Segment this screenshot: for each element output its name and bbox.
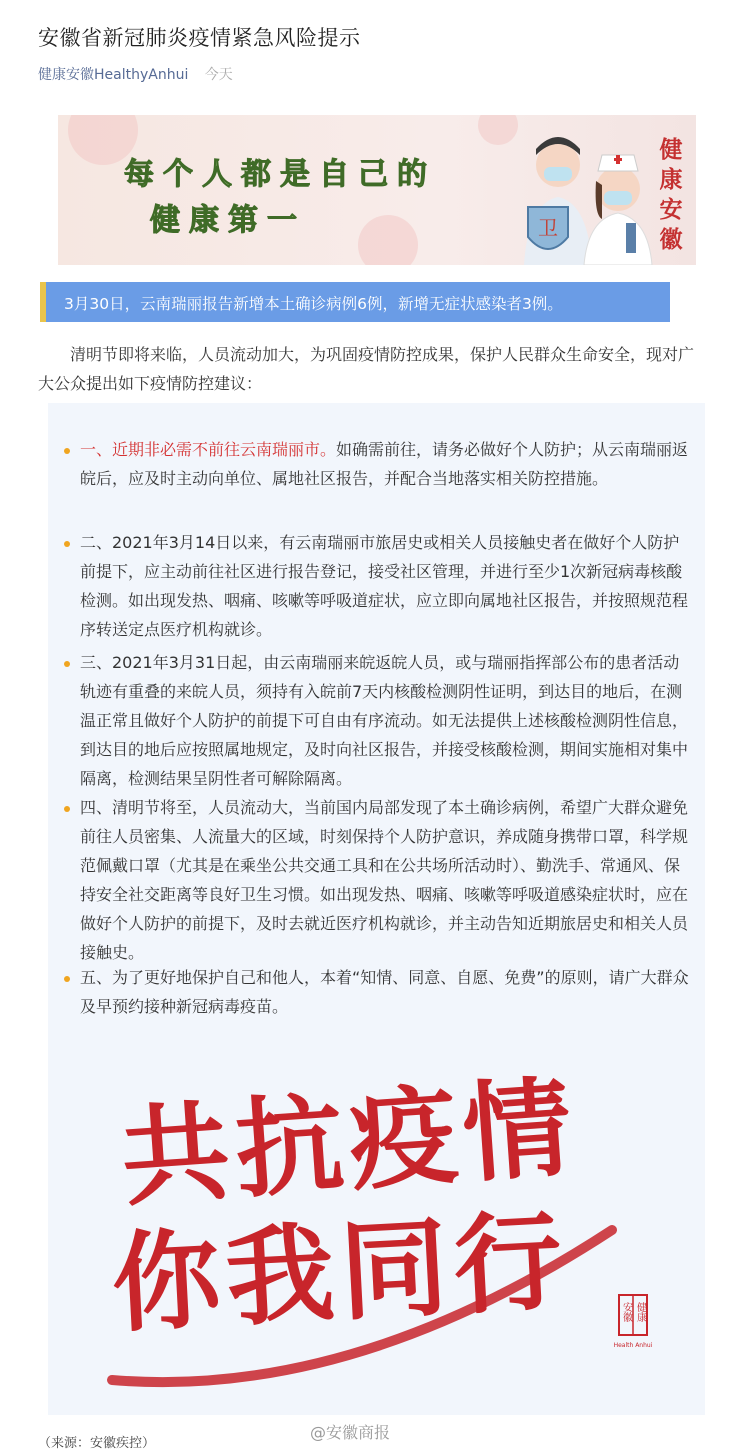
weibo-watermark: @安徽商报 [310,1423,391,1442]
list-item [64,793,694,967]
list-item [64,963,694,1021]
item-text: 五、为了更好地保护自己和他人，本着“知情、同意、自愿、免费”的原则，请广大群众及早预约接种新冠病毒疫苗。 [80,968,689,1016]
svg-text:健康: 健康 [634,1302,646,1322]
item-text: 如确需前往，请务必做好个人防护；从云南瑞丽返皖后，应及时主动向单位、属地社区报告，并配合当地落实相关防控措施。 [80,440,689,488]
svg-text:安徽: 安徽 [620,1302,632,1322]
article-meta [38,64,233,84]
list-item [64,648,694,793]
list-item [64,435,694,493]
doctor-nurse-illustration [506,115,656,265]
bullet-icon [64,661,70,667]
item-text: 四、清明节将至，人员流动大，当前国内局部发现了本土确诊病例，希望广大群众避免前往人员密集、人流量大的区域，时刻保持个人防护意识，养成随身携带口罩，科学规范佩戴口罩（尤其是在乘坐公共交通工具和在公共场所活动时）、勤洗手、常通风、保持安全社交距离等良好卫生习惯。如出现发热、咽痛、咳嗽等呼吸道感染症状时，应在做好个人防护的前提下，及时去就近医疗机构就诊，并主动告知近期旅居史和相关人员接触史。 [80,798,689,962]
publish-date: 今天 [204,67,233,83]
shield-char: 卫 [538,216,558,240]
calligraphy-line2: 你我同行 [109,1198,572,1348]
bullet-icon [64,541,70,547]
calligraphy-image [52,1050,652,1400]
item-text: 二、2021年3月14日以来，有云南瑞丽市旅居史或相关人员接触史者在做好个人防护前提下，应主动前往社区进行报告登记，接受社区管理，并进行至少1次新冠病毒核酸检测。如出现发热、咽痛、咳嗽等呼吸道症状，应立即向属地社区报告，并按照规范程序转送定点医疗机构就诊。 [80,533,689,639]
article-title: 安徽省新冠肺炎疫情紧急风险提示 [38,26,361,50]
bullet-icon [64,448,70,454]
svg-text:Health Anhui: Health Anhui [613,1342,652,1349]
source-note: （来源：安徽疾控） [38,1436,156,1451]
bullet-icon [64,806,70,812]
item-text: 三、2021年3月31日起，由云南瑞丽来皖返皖人员，或与瑞丽指挥部公布的患者活动轨迹有重叠的来皖人员，须持有入皖前7天内核酸检测阴性证明，到达目的地后，在测温正常且做好个人防护的前提下可自由有序流动。如无法提供上述核酸检测阴性信息，到达目的地后应按照属地规定，及时向社区报告，并接受核酸检测，期间实施相对集中隔离，检测结果呈阴性者可解除隔离。 [80,653,689,788]
notice-text: 3月30日，云南瑞丽报告新增本土确诊病例6例，新增无症状感染者3例。 [64,295,563,313]
banner-slogan-line2: 健康第一 [150,203,306,238]
bullet-icon [64,976,70,982]
notice-bar [40,282,670,322]
header-banner-image [58,115,696,265]
seal-stamp [614,1295,652,1349]
intro-paragraph: 清明节即将来临，人员流动加大，为巩固疫情防控成果，保护人民群众生命安全，现对广大公众提出如下疫情防控建议： [38,345,695,393]
item-highlight: 一、近期非必需不前往云南瑞丽市。 [80,440,337,459]
account-link[interactable]: 健康安徽HealthyAnhui [38,67,189,83]
list-item [64,528,694,644]
calligraphy-line1: 共抗疫情 [117,1064,582,1222]
banner-slogan-line1: 每个人都是自己的 [124,157,436,192]
banner-vertical-logo: 健康安徽 [659,137,683,253]
